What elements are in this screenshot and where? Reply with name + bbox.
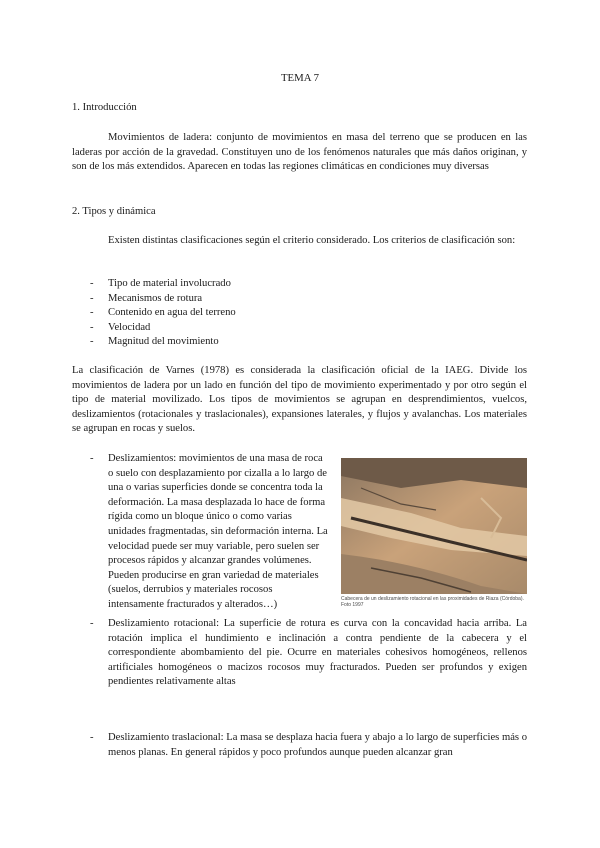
section-heading-introduccion: 1. Introducción xyxy=(72,102,137,113)
list-item: - Velocidad xyxy=(90,321,151,333)
bullet-text: Deslizamiento rotacional: La superficie de rotura es curva con la concavidad hacia arriba. La rotación implica el hundimiento e inclinación a contra pendiente de la cabecera y el correspondiente abombamiento del pie. Ocurre en materiales cohesivos homogéneos, rellenos artificiales homogéneos o macizos rocosos muy fracturados. Pueden ser profundos y exigen pendientes relativamente altas xyxy=(108,618,527,688)
bullet-deslizamientos: - Deslizamientos: movimientos de una masa de roca o suelo con desplazamiento por cizalla a lo largo de una o varias superficies donde se concentra toda la deformación. La masa desplazada lo hace de forma rígida como un bloque único o como varias unidades fragmentadas, sin deformación interna. La velocidad puede ser muy variable, pero suelen ser procesos rápidos y alcanzar grandes volúmenes. Pueden producirse en gran variedad de materiales (suelos, derrubios y materiales rocosos intensamente fracturados y alterados…) xyxy=(90,452,330,613)
list-item: - Magnitud del movimiento xyxy=(90,336,219,348)
list-item: - Contenido en agua del terreno xyxy=(90,307,236,319)
document-title: TEMA 7 xyxy=(280,72,320,84)
list-item: - Tipo de material involucrado xyxy=(90,278,231,289)
bullet-text: Deslizamiento traslacional: La masa se desplaza hacia fuera y abajo a lo largo de superficies más o menos planas. En general rápidos y poco profundos aunque pueden alcanzar gran xyxy=(108,732,527,758)
criteria-intro-paragraph: Existen distintas clasificaciones según el criterio considerado. Los criterios de clasificación son: xyxy=(108,235,516,246)
landslide-photo xyxy=(341,458,527,594)
bullet-traslacional: - Deslizamiento traslacional: La masa se desplaza hacia fuera y abajo a lo largo de superficies más o menos planas. En general rápidos y poco profundos aunque pueden alcanzar gran xyxy=(90,731,527,760)
figure-caption: Cabecera de un deslizamiento rotacional en las proximidades de Riaza (Córdoba). Foto 1997 xyxy=(341,596,524,608)
landslide-photo-image xyxy=(341,458,527,594)
intro-paragraph: Movimientos de ladera: conjunto de movimientos en masa del terreno que se producen en las laderas por acción de la gravedad. Constituyen uno de los fenómenos naturales que más daños originan, y son de los más extendidos. Aparecen en todas las regiones climáticas en condiciones muy diversas xyxy=(72,132,527,173)
list-item: - Mecanismos de rotura xyxy=(90,292,203,304)
varnes-paragraph: La clasificación de Varnes (1978) es considerada la clasificación oficial de la IAEG. Divide los movimientos de ladera por un lado en función del tipo de movimiento experimentado y por otro según el tipo de material movilizado. Los tipos de movimientos se agrupan en desprendimientos, vuelcos, deslizamientos (rotacionales y traslacionales), expansiones laterales, y flujos y avalanchas. Los materiales se agrupan en rocas y suelos. xyxy=(72,365,527,435)
criteria-list xyxy=(90,277,490,350)
section-heading-tipos: 2. Tipos y dinámica xyxy=(72,206,156,217)
bullet-text: Deslizamientos: movimientos de una masa de roca o suelo con desplazamiento por cizalla a lo largo de una o varias superficies donde se concentra toda la deformación. La masa desplazada lo hace de forma rígida como un bloque único o como varias unidades fragmentadas, sin deformación interna. La velocidad puede ser muy variable, pero suelen ser procesos rápidos y alcanzar grandes volúmenes. Pueden producirse en gran variedad de materiales (suelos, derrubios y materiales rocosos intensamente fracturados y alterados…) xyxy=(108,453,328,610)
bullet-rotacional: - Deslizamiento rotacional: La superficie de rotura es curva con la concavidad hacia arriba. La rotación implica el hundimiento e inclinación a contra pendiente de la cabecera y el correspondiente abombamiento del pie. Ocurre en materiales cohesivos homogéneos, rellenos artificiales homogéneos o macizos rocosos muy fracturados. Pueden ser profundos y exigen pendientes relativamente altas xyxy=(90,617,527,690)
